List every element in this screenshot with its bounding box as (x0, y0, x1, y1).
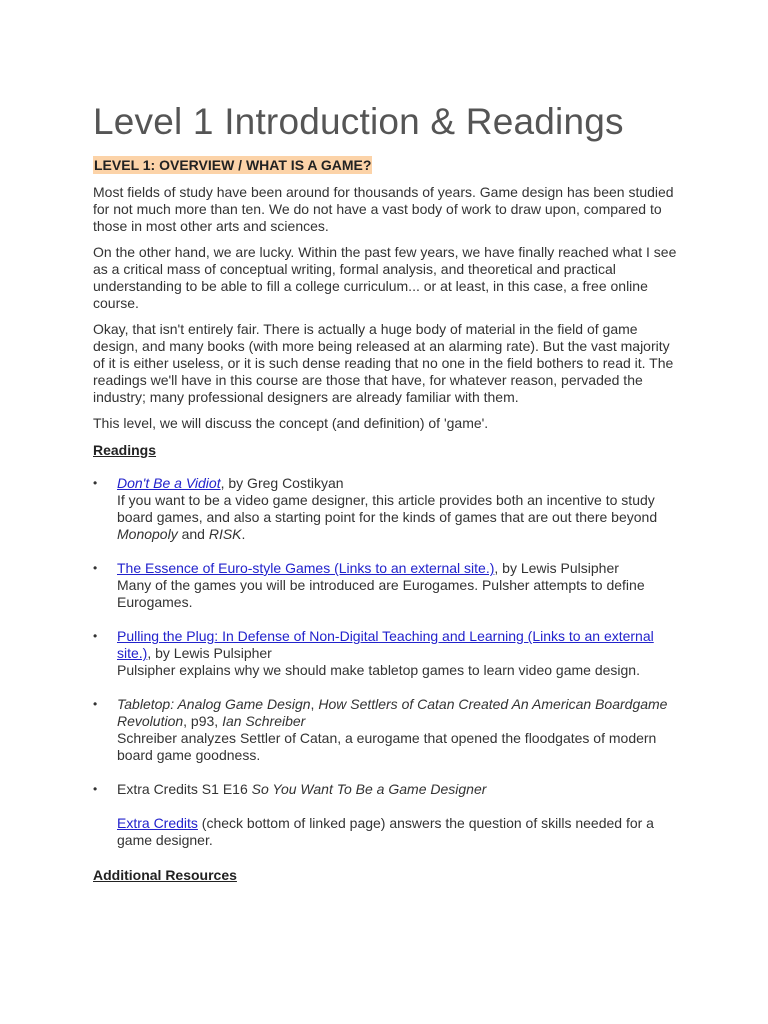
bullet-icon: • (93, 561, 98, 575)
intro-paragraph-1: Most fields of study have been around for thousands of years. Game design has been studied for not much more than ten. We do not have a vast body of work to draw upon, compared to those in most other arts and sciences. (93, 184, 674, 234)
bullet-icon: • (93, 782, 98, 796)
reading-citation: Extra Credits S1 E16 So You Want To Be a Game Designer (117, 781, 487, 797)
readings-heading: Readings (93, 442, 157, 458)
reading-description: Many of the games you will be introduced are Eurogames. Pulsher attempts to define Eurogames. (117, 577, 645, 610)
reading-citation: Tabletop: Analog Game Design, How Settlers of Catan Created An American Boardgame Revolution, p93, Ian Schreiber (117, 696, 668, 729)
readings-list (93, 475, 683, 849)
document-page (93, 96, 683, 884)
intro-paragraph-4: This level, we will discuss the concept (and definition) of 'game'. (93, 415, 489, 431)
additional-resources-heading: Additional Resources (93, 867, 237, 883)
reading-item (93, 475, 683, 543)
reading-item (93, 781, 683, 849)
bullet-icon: • (93, 476, 98, 490)
reading-link-vidiot[interactable]: Don't Be a Vidiot (117, 475, 221, 491)
bullet-icon: • (93, 697, 98, 711)
reading-link-pulling-the-plug[interactable]: Pulling the Plug: In Defense of Non-Digital Teaching and Learning (Links to an external site.) (117, 628, 654, 661)
reading-item (93, 560, 683, 611)
reading-description: If you want to be a video game designer, this article provides both an incentive to study board games, and also a starting point for the kinds of games that are out there beyond Monopoly and RISK. (117, 492, 658, 542)
level-subheading: LEVEL 1: OVERVIEW / WHAT IS A GAME? (94, 157, 372, 173)
intro-paragraph-2: On the other hand, we are lucky. Within the past few years, we have finally reached what I see as a critical mass of conceptual writing, formal analysis, and theoretical and practical understanding to be able to fill a college curriculum... or at least, in this case, a free online course. (93, 244, 677, 311)
bullet-icon: • (93, 629, 98, 643)
reading-description: Extra Credits (check bottom of linked page) answers the question of skills needed for a game designer. (117, 815, 654, 848)
reading-author: , by Greg Costikyan (220, 475, 344, 491)
extra-credits-link[interactable]: Extra Credits (117, 815, 198, 831)
intro-paragraph-3: Okay, that isn't entirely fair. There is actually a huge body of material in the field of game design, and many books (with more being released at an alarming rate). But the vast majority of it is either useless, or it is such dense reading that no one in the field bothers to read it. The readings we'll have in this course are those that have, for whatever reason, pervaded the industry; many professional designers are already familiar with them. (93, 321, 674, 405)
reading-author: , by Lewis Pulsipher (494, 560, 619, 576)
reading-description: Pulsipher explains why we should make tabletop games to learn video game design. (117, 662, 640, 678)
reading-link-euro-games[interactable]: The Essence of Euro-style Games (Links to an external site.) (117, 560, 495, 576)
reading-author: , by Lewis Pulsipher (147, 645, 272, 661)
page-title: Level 1 Introduction & Readings (93, 101, 624, 142)
reading-item (93, 628, 683, 679)
reading-description: Schreiber analyzes Settler of Catan, a eurogame that opened the floodgates of modern board game goodness. (117, 730, 657, 763)
reading-item (93, 696, 683, 764)
